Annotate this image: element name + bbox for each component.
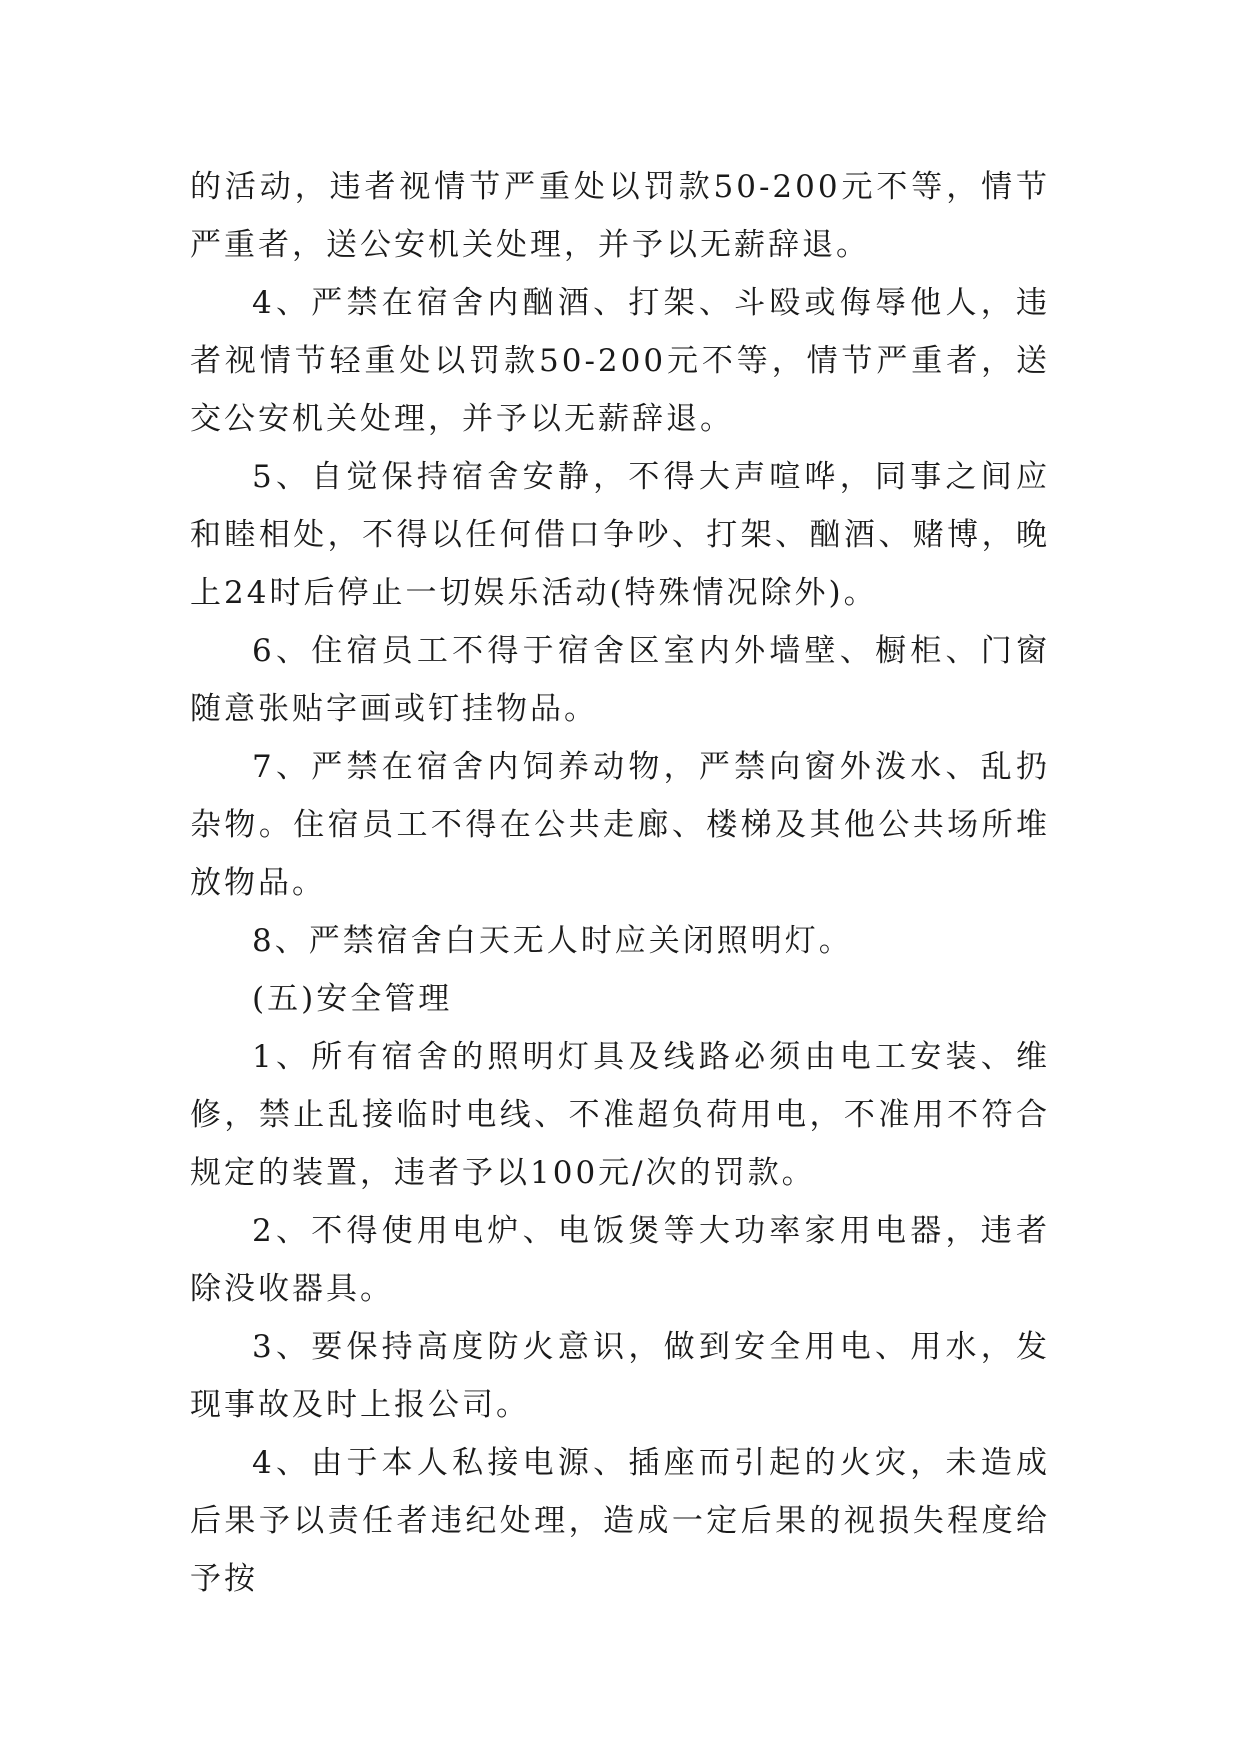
paragraph-continuation: 的活动，违者视情节严重处以罚款50-200元不等，情节严重者，送公安机关处理，并予以无薪辞退。 [190, 169, 1050, 263]
paragraph-rule-8: 8、严禁宿舍白天无人时应关闭照明灯。 [252, 923, 853, 959]
paragraph-rule-4: 4、严禁在宿舍内酗酒、打架、斗殴或侮辱他人，违者视情节轻重处以罚款50-200元不等，情节严重者，送交公安机关处理，并予以无薪辞退。 [190, 285, 1050, 437]
paragraph-rule-5: 5、自觉保持宿舍安静，不得大声喧哗，同事之间应和睦相处，不得以任何借口争吵、打架、酗酒、赌博，晚上24时后停止一切娱乐活动(特殊情况除外)。 [190, 459, 1050, 611]
section-heading-safety: (五)安全管理 [252, 981, 453, 1017]
paragraph-rule-6: 6、住宿员工不得于宿舍区室内外墙壁、橱柜、门窗随意张贴字画或钉挂物品。 [190, 633, 1050, 727]
paragraph-safety-4: 4、由于本人私接电源、插座而引起的火灾，未造成后果予以责任者违纪处理，造成一定后果的视损失程度给予按 [190, 1445, 1050, 1597]
paragraph-safety-2: 2、不得使用电炉、电饭煲等大功率家用电器，违者除没收器具。 [190, 1213, 1050, 1307]
paragraph-safety-3: 3、要保持高度防火意识，做到安全用电、用水，发现事故及时上报公司。 [190, 1329, 1050, 1423]
paragraph-rule-7: 7、严禁在宿舍内饲养动物，严禁向窗外泼水、乱扔杂物。住宿员工不得在公共走廊、楼梯及其他公共场所堆放物品。 [190, 749, 1050, 901]
body-text [190, 158, 1050, 1608]
paragraph-safety-1: 1、所有宿舍的照明灯具及线路必须由电工安装、维修，禁止乱接临时电线、不准超负荷用电，不准用不符合规定的装置，违者予以100元/次的罚款。 [190, 1039, 1050, 1191]
